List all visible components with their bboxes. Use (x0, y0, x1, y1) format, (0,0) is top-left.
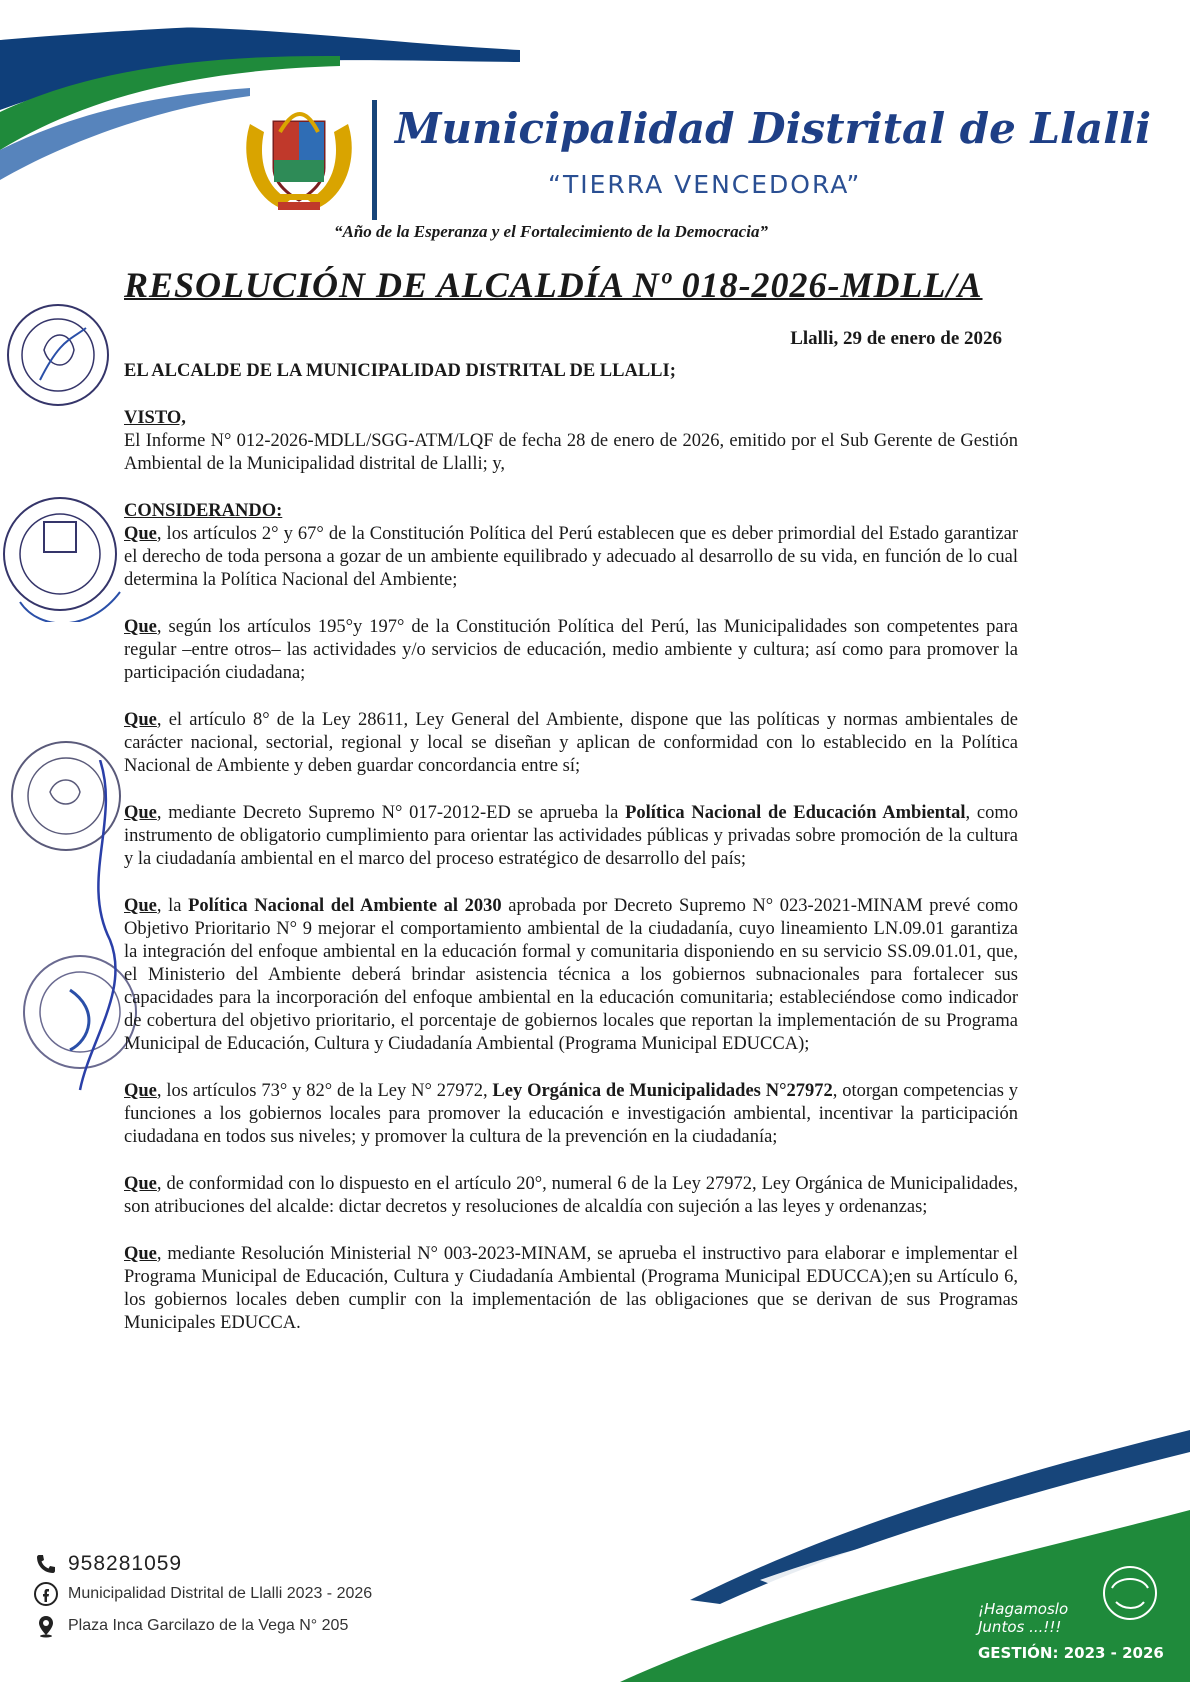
footer-address: Plaza Inca Garcilazo de la Vega N° 205 (34, 1614, 348, 1638)
resolution-body (124, 360, 1018, 1359)
visto-heading: VISTO, (124, 408, 186, 428)
hands-logo-icon (1098, 1562, 1162, 1624)
considerando-p2: Que, según los artículos 195°y 197° de la Constitución Política del Perú, las Municipalidades son competentes para regular –entre otros– las actividades y/o servicios de educación, medio ambiente y cultura; así como para promover la participación ciudadana; (124, 617, 1018, 683)
considerando-p8: Que, mediante Resolución Ministerial N° 003-2023-MINAM, se aprueba el instructivo para elaborar e implementar el Programa Municipal de Educación, Cultura y Ciudadanía Ambiental (Programa Municipal EDUCCA);en su Artículo 6, los gobiernos locales deben cumplir con la implementación de las obligaciones que se derivan de sus Programas Municipales EDUCCA. (124, 1244, 1018, 1333)
considerando-p6: Que, los artículos 73° y 82° de la Ley N° 27972, Ley Orgánica de Municipalidades N°27972, otorgan competencias y funciones a los gobiernos locales para promover la educación e investigación ambiental, incentivar la participación ciudadana en todos sus niveles; y promover la cultura de la prevención en la ciudadanía; (124, 1081, 1018, 1147)
footer-slogan: ¡Hagamoslo Juntos ...!!! (978, 1600, 1069, 1636)
considerando-p4: Que, mediante Decreto Supremo N° 017-2012-ED se aprueba la Política Nacional de Educación Ambiental, como instrumento de obligatorio cumplimiento para orientar las actividades públicas y privadas sobre promoción de la cultura y la ciudadanía ambiental en el marco del proceso estratégico de desarrollo del país; (124, 803, 1018, 869)
considerando-p3: Que, el artículo 8° de la Ley 28611, Ley General del Ambiente, dispone que las políticas y normas ambientales de carácter nacional, sectorial, regional y local se diseñan y aplican de conformidad con lo establecido en la Política Nacional de Ambiente y deben guardar concordancia entre sí; (124, 710, 1018, 776)
considerando-p7: Que, de conformidad con lo dispuesto en el artículo 20°, numeral 6 de la Ley 27972, Ley Orgánica de Municipalidades, son atribuciones del alcalde: dictar decretos y resoluciones de alcaldía con sujeción a las leyes y ordenanzas; (124, 1174, 1018, 1217)
year-motto: “Año de la Esperanza y el Fortalecimiento de la Democracia” (334, 222, 768, 241)
resolution-date: Llalli, 29 de enero de 2026 (790, 328, 1002, 349)
coat-of-arms-icon (240, 104, 358, 216)
considerando-p1: Que, los artículos 2° y 67° de la Constitución Política del Perú establecen que es deber primordial del Estado garantizar el derecho de toda persona a gozar de un ambiente equilibrado y adecuado al desarrollo de su vida, en función de lo cual determina la Política Nacional del Ambiente; (124, 524, 1018, 590)
legal-advisory-stamp-icon (0, 492, 130, 622)
header-divider (372, 100, 377, 220)
addressee: EL ALCALDE DE LA MUNICIPALIDAD DISTRITAL DE LLALLI; (124, 361, 676, 381)
phone-icon (34, 1552, 58, 1576)
municipality-motto: “TIERRA VENCEDORA” (548, 170, 862, 199)
considerando-p5: Que, la Política Nacional del Ambiente al 2030 aprobada por Decreto Supremo N° 023-2021-MINAM prevé como Objetivo Prioritario N° 9 mejorar el comportamiento ambiental de la ciudadanía, cuyo lineamiento LN.09.01 garantiza la integración del enfoque ambiental en la educación formal y comunitaria disponiendo en su servicio SS.09.01.01, que, el Ministerio del Ambiente deberá brindar asistencia técnica a los gobiernos subnacionales para fortalecer sus capacidades para la incorporación del enfoque ambiental en la educación comunitaria; estableciéndose como indicador de cobertura del objetivo prioritario, el porcentaje de gobiernos locales que reportan la implementación de su Programa Municipal de Educación, Cultura y Ciudadanía Ambiental (Programa Municipal EDUCCA); (124, 896, 1019, 1054)
facebook-icon (34, 1582, 58, 1606)
visto-text: El Informe N° 012-2026-MDLL/SGG-ATM/LQF de fecha 28 de enero de 2026, emitido por el Sub Gerente de Gestión Ambiental de la Municipalidad distrital de Llalli; y, (124, 431, 1018, 474)
resolution-title: RESOLUCIÓN DE ALCALDÍA Nº 018-2026-MDLL/A (124, 265, 983, 305)
municipality-name: Municipalidad Distrital de Llalli (395, 104, 1152, 153)
footer-facebook: Municipalidad Distrital de Llalli 2023 - 2026 (34, 1582, 372, 1606)
municipal-stamp-icon (0, 300, 120, 410)
footer-gestion: GESTIÓN: 2023 - 2026 (978, 1644, 1164, 1662)
footer-phone: 958281059 (34, 1552, 182, 1576)
location-pin-icon (34, 1614, 58, 1638)
considerando-heading: CONSIDERANDO: (124, 501, 283, 521)
